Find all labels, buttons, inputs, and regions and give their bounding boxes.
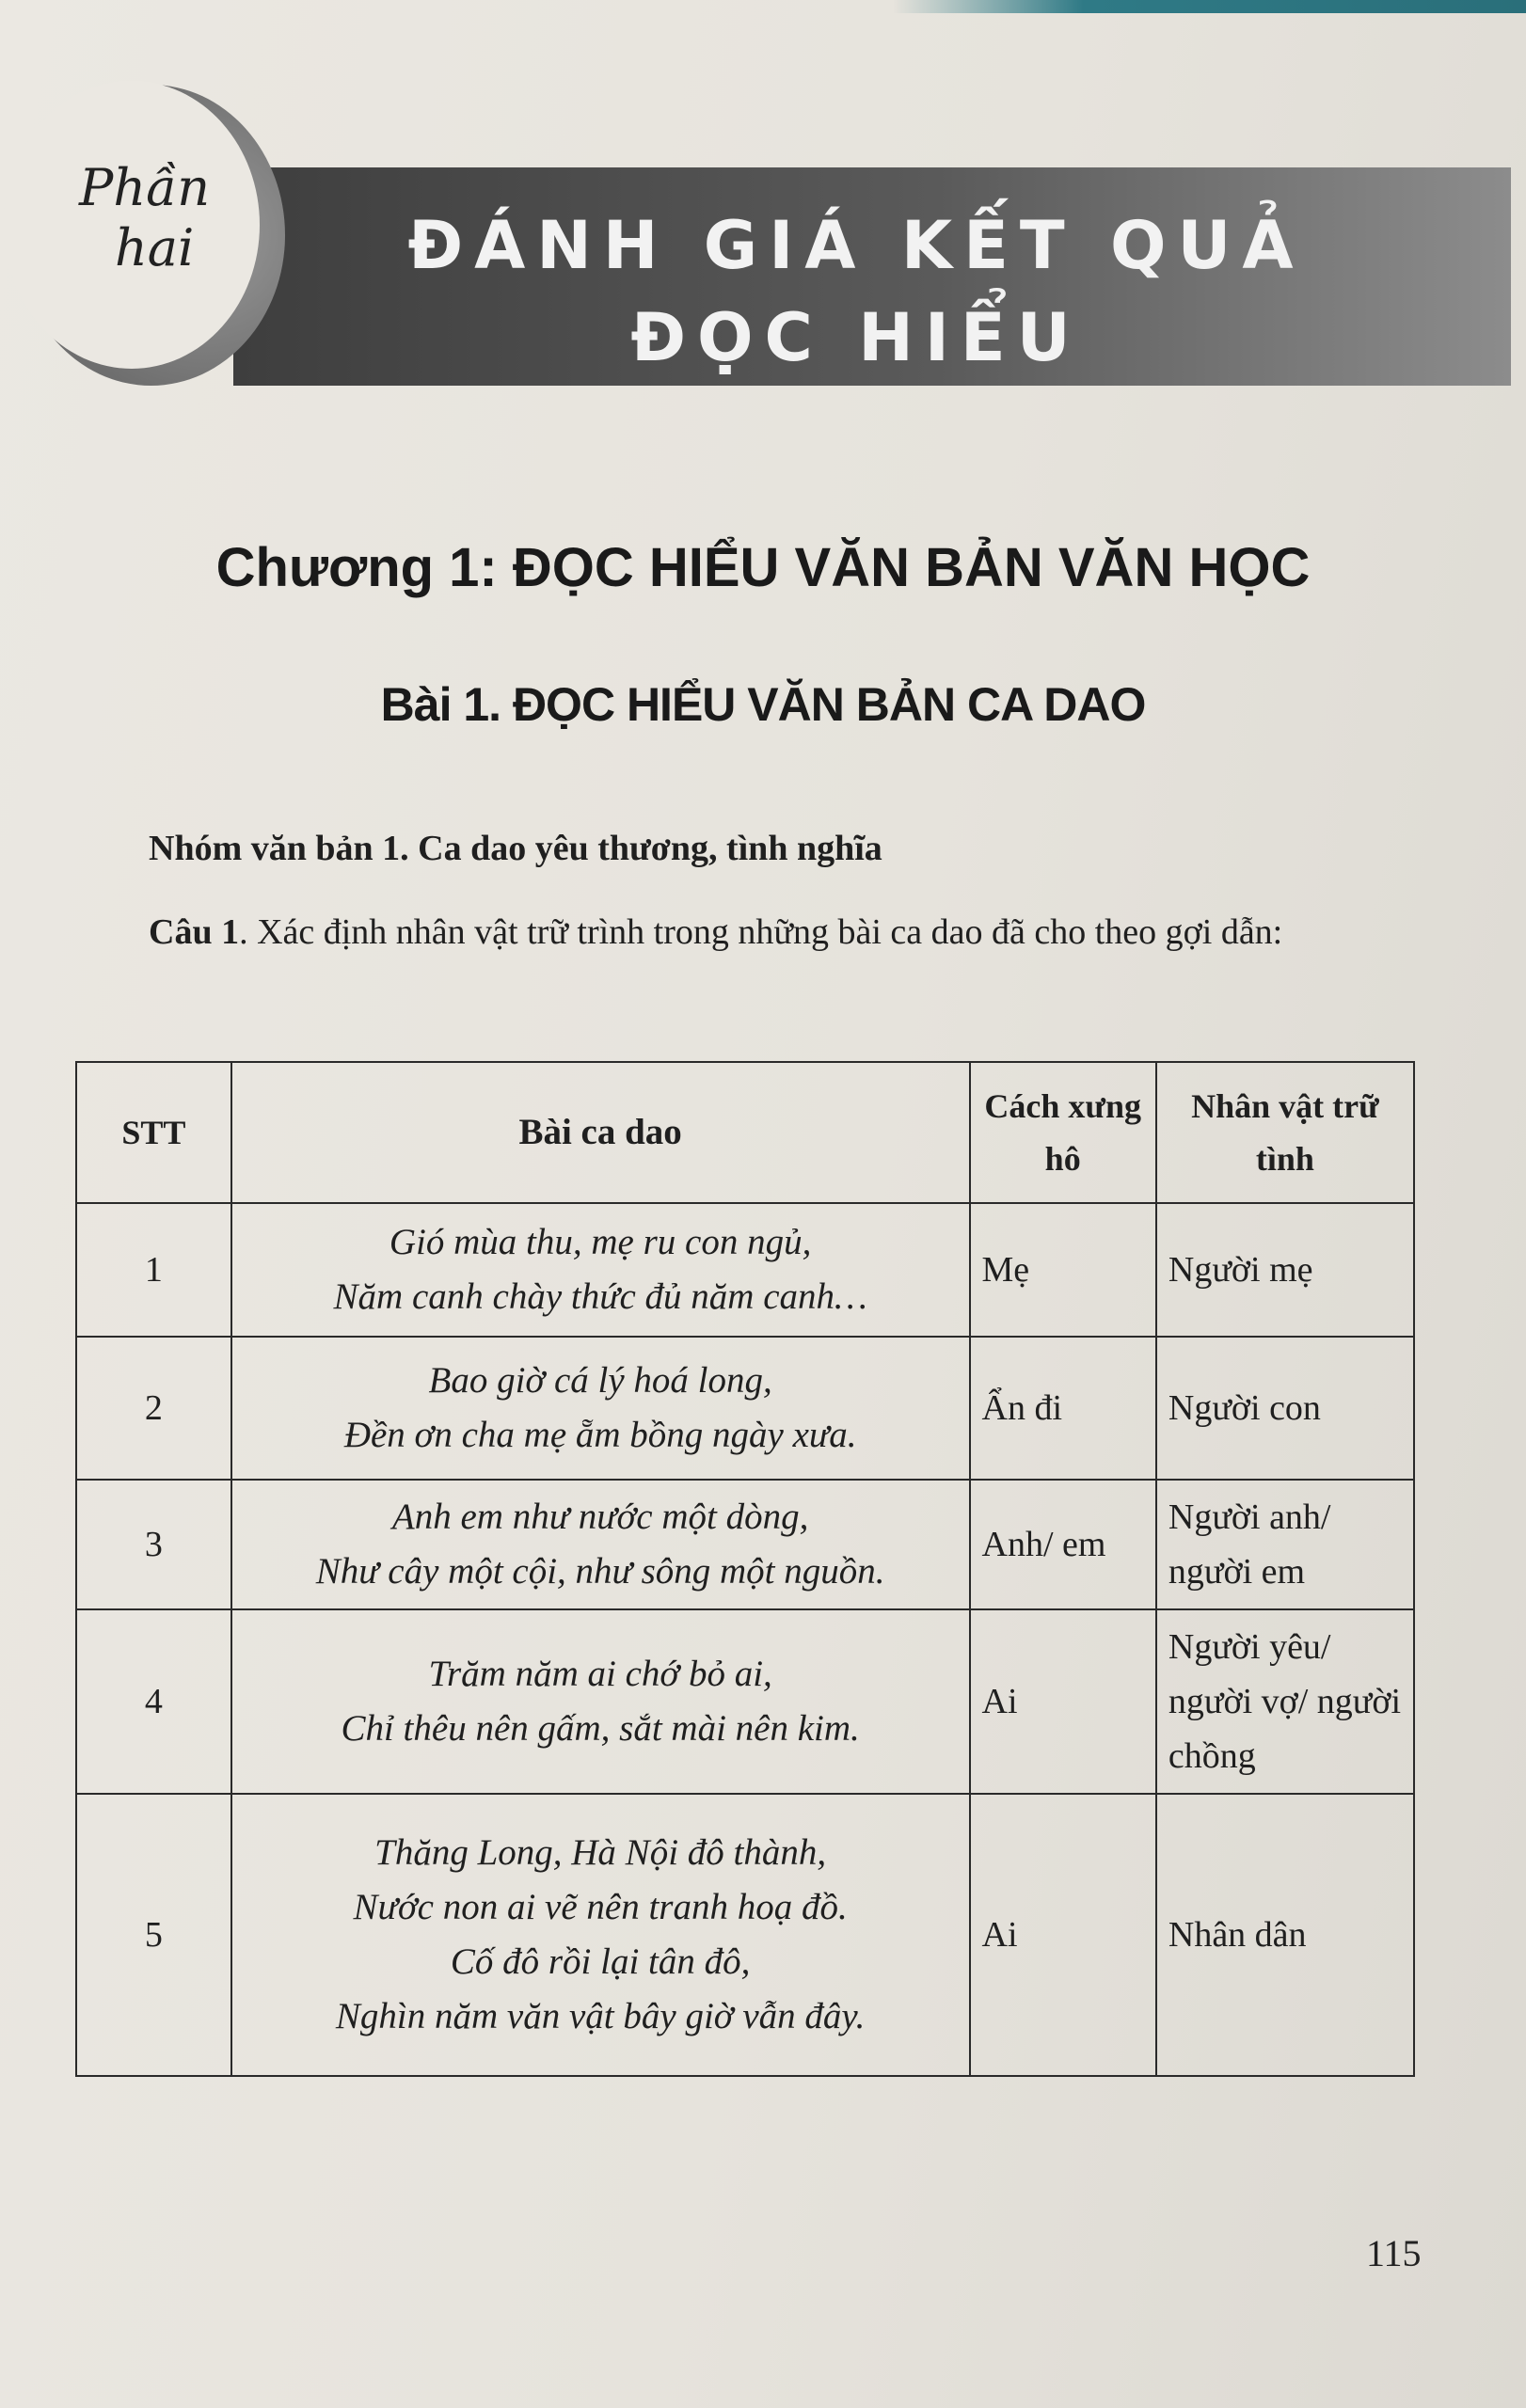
poem-line: Bao giờ cá lý hoá long, [428,1360,772,1401]
poem-line: Nước non ai vẽ nên tranh hoạ đồ. [353,1887,848,1927]
question-text: . Xác định nhân vật trữ trình trong những bài ca dao đã cho theo gợi dẫn: [239,912,1283,952]
row-nhan-vat: Nhân dân [1156,1794,1414,2076]
poem-line: Trăm năm ai chớ bỏ ai, [428,1654,772,1694]
header-xung-ho: Cách xưng hô [970,1062,1156,1203]
banner-title-line: ĐỌC HIỂU [630,299,1082,376]
row-xung-ho: Ai [970,1609,1156,1794]
table-row [76,1337,1414,1480]
table-header-row [76,1062,1414,1203]
table-row [76,1794,1414,2076]
row-xung-ho: Ẩn đi [970,1337,1156,1480]
row-stt: 5 [76,1794,231,2076]
poem-line: Cố đô rồi lại tân đô, [450,1941,751,1982]
poem-line: Gió mùa thu, mẹ ru con ngủ, [389,1222,812,1262]
poem-line: Chỉ thêu nên gấm, sắt mài nên kim. [341,1708,860,1749]
chapter-title: Chương 1: ĐỌC HIỂU VĂN BẢN VĂN HỌC [215,537,1311,598]
header-stt: STT [76,1062,231,1203]
row-xung-ho: Ai [970,1794,1156,2076]
row-stt: 3 [76,1480,231,1609]
row-xung-ho: Anh/ em [970,1480,1156,1609]
row-poem [231,1337,970,1480]
row-poem [231,1794,970,2076]
part-label-line: hai [115,218,195,277]
poem-line: Đền ơn cha mẹ ẵm bồng ngày xưa. [343,1415,857,1455]
row-stt: 2 [76,1337,231,1480]
lesson-title: Bài 1. ĐỌC HIỂU VĂN BẢN CA DAO [380,678,1146,731]
row-nhan-vat: Người con [1156,1337,1414,1480]
poem-line: Năm canh chày thức đủ năm canh… [333,1276,867,1317]
header-poem: Bài ca dao [231,1062,970,1203]
banner-title [282,199,1430,384]
table-row [76,1609,1414,1794]
cover-edge [894,0,1526,13]
part-label-line: Phần [79,158,210,217]
poem-line: Như cây một cội, như sông một nguồn. [315,1551,885,1592]
table-row [76,1203,1414,1337]
row-xung-ho: Mẹ [970,1203,1156,1337]
row-stt: 4 [76,1609,231,1794]
question-label: Câu 1 [149,912,240,952]
poem-line: Nghìn năm văn vật bây giờ vẫn đây. [335,1996,866,2036]
row-poem [231,1609,970,1794]
poem-line: Anh em như nước một dòng, [391,1497,809,1537]
row-nhan-vat: Người mẹ [1156,1203,1414,1337]
question-paragraph [75,903,1411,961]
row-nhan-vat: Người anh/ người em [1156,1480,1414,1609]
group-title: Nhóm văn bản 1. Ca dao yêu thương, tình nghĩa [149,829,882,868]
banner-title-line: ĐÁNH GIÁ KẾT QUẢ [407,207,1305,284]
row-poem [231,1480,970,1609]
table-row [76,1480,1414,1609]
row-stt: 1 [76,1203,231,1337]
lyric-character-table [75,1061,1415,2077]
row-nhan-vat: Người yêu/ người vợ/ người chồng [1156,1609,1414,1794]
part-label [79,158,239,278]
poem-line: Thăng Long, Hà Nội đô thành, [374,1832,827,1873]
page-number: 115 [1366,2232,1422,2274]
header-nhan-vat: Nhân vật trữ tình [1156,1062,1414,1203]
row-poem [231,1203,970,1337]
